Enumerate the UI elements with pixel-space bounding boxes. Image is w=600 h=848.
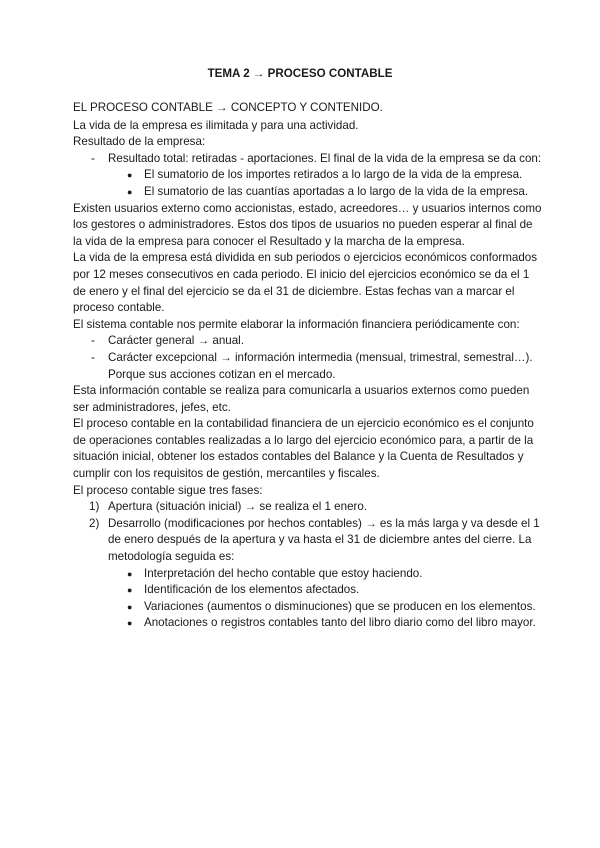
paragraph-2: Resultado de la empresa: bbox=[73, 135, 206, 149]
paragraph-1: La vida de la empresa es ilimitada y para una actividad. bbox=[73, 118, 359, 132]
bullet-item: ● El sumatorio de las cuantías aportadas a lo largo de la vida de la empresa. bbox=[73, 184, 543, 201]
paragraph-6: Esta información contable se realiza para comunicarla a usuarios externos como pueden ser administradores, jefes, etc. bbox=[73, 384, 530, 414]
result-dash-list bbox=[73, 151, 543, 201]
bullet-item: ● Variaciones (aumentos o disminuciones) que se producen en los elementos. bbox=[73, 599, 543, 616]
bullet-item: ● Anotaciones o registros contables tanto del libro diario como del libro mayor. bbox=[73, 615, 543, 632]
paragraph-8: El proceso contable sigue tres fases: bbox=[73, 483, 263, 497]
bullet-item: ● El sumatorio de los importes retirados a lo largo de la vida de la empresa. bbox=[73, 167, 543, 184]
result-bullet-list bbox=[73, 167, 543, 200]
paragraph-7: El proceso contable en la contabilidad financiera de un ejercicio económico es el conjunto de operaciones contables realizadas a lo largo del ejercicio económico para, a partir de la situación inicial, obtener los estados contables del Balance y la Cuenta de Resultados y cumplir con los requisitos de gestión, mercantiles y fiscales. bbox=[73, 417, 534, 481]
bullet-item: ● Interpretación del hecho contable que estoy haciendo. bbox=[73, 566, 543, 583]
phases-list bbox=[73, 499, 543, 632]
phase-item bbox=[73, 499, 543, 516]
paragraph-5: El sistema contable nos permite elaborar la información financiera periódicamente con: bbox=[73, 317, 520, 331]
bullet-item: ● Identificación de los elementos afectados. bbox=[73, 582, 543, 599]
phase-number: 2) bbox=[89, 516, 100, 530]
dash-item: - Carácter general → anual. bbox=[73, 333, 543, 350]
character-dash-list bbox=[73, 333, 543, 383]
phase-text: Apertura (situación inicial) → se realiza el 1 enero. bbox=[108, 500, 368, 514]
dash-item-text: Resultado total: retiradas - aportaciones. El final de la vida de la empresa se da con: bbox=[108, 151, 542, 165]
methodology-list bbox=[73, 566, 543, 632]
dash-item bbox=[73, 151, 543, 201]
paragraph-3: Existen usuarios externo como accionistas, estado, acreedores… y usuarios internos como los gestores o administradores. Estos dos tipos de usuarios no pueden esperar al final de la vida de la empresa para conocer el Resultado y la marcha de la empresa. bbox=[73, 201, 542, 248]
document-body bbox=[73, 100, 543, 632]
dash-item: - Carácter excepcional → información intermedia (mensual, trimestral, semestral…). Porque sus acciones cotizan en el mercado. bbox=[73, 350, 543, 383]
paragraph-4: La vida de la empresa está dividida en sub periodos o ejercicios económicos conformados por 12 meses consecutivos en cada periodo. El inicio del ejercicios económico se da el 1 de enero y el final del ejercicio se da el 31 de diciembre. Estas fechas van a marcar el proceso contable. bbox=[73, 251, 538, 315]
section-heading: EL PROCESO CONTABLE → CONCEPTO Y CONTENIDO. bbox=[73, 101, 383, 114]
phase-item bbox=[73, 516, 543, 632]
phase-text: Desarrollo (modificaciones por hechos contables) → es la más larga y va desde el 1 de enero después de la apertura y va hasta el 31 de diciembre antes del cierre. La metodología seguida es: bbox=[108, 516, 540, 564]
phase-number: 1) bbox=[89, 500, 100, 514]
document-title: TEMA 2 → PROCESO CONTABLE bbox=[207, 67, 393, 80]
